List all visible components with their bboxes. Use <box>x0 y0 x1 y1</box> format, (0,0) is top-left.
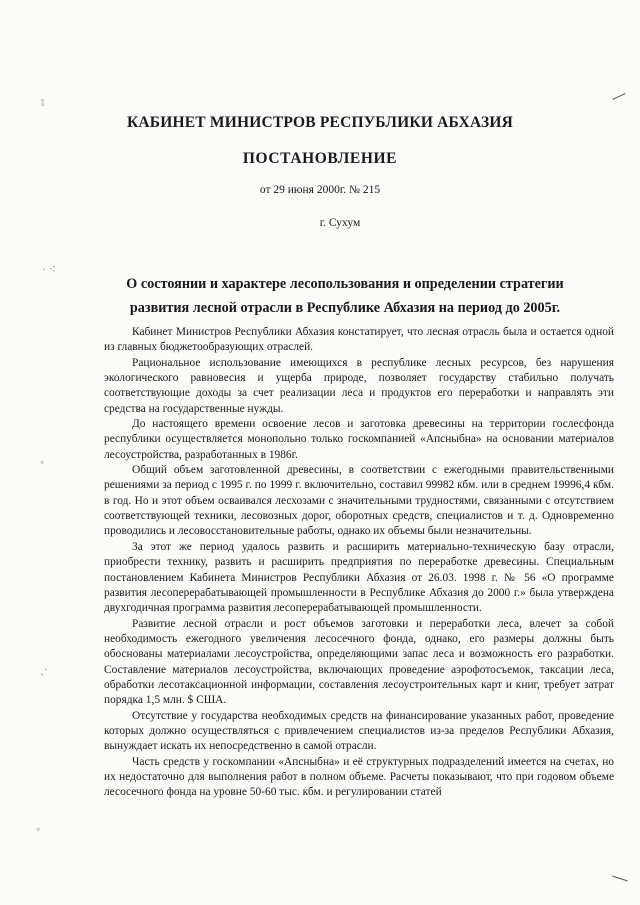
paragraph: Отсутствие у государства необходимых средств на финансирование указанных работ, проведение которых должно осуществляться с привлечением специалистов из-за пределов Республики Абхазия, вынуждает искать их непосредственно в самой отрасли. <box>104 709 614 753</box>
city-line: г. Сухум <box>319 217 361 229</box>
date-number-line: от 29 июня 2000г. № 215 <box>259 184 381 196</box>
punch-hole-mark: ◦ <box>40 455 45 469</box>
title-line: развития лесной отрасли в Республике Абхазия на период до 2005г. <box>129 300 561 316</box>
paragraph: Развитие лесной отрасли и рост объемов заготовки и переработки леса, влечет за собой необходимость ежегодного увеличения лесосечного фонда, однако, его размеры должны быть обоснованы материалами лесоустройства, определяющими запас леса и возможность его разработки. Составление материалов лесоустройства, включающих проведение аэрофотосъемок, таксации леса, обработки лесотаксационной информации, составления лесоустроительных карт и книг, требует затрат порядка 1,5 млн. $ США. <box>104 617 614 707</box>
paragraph: За этот же период удалось развить и расширить материально-техническую базу отрасли, приобрести технику, развить и расширить предприятия по переработке древесины. Специальным постановлением Кабинета Министров Республики Абхазия от 26.03. 1998 г. № 56 «О программе развития лесоперерабатывающей промышленности в Республике Абхазия до 2000 г.» была утверждена двухгодичная программа развития лесоперерабатывающей промышленности. <box>104 540 614 615</box>
title-line: О состоянии и характере лесопользования и определении стратегии <box>126 276 564 292</box>
paragraph: До настоящего времени освоение лесов и заготовка древесины на территории гослесфонда республики осуществляется монопольно только госкомпанией «Апсныбна» на основании материалов лесоустройства, разработанных в 1986г. <box>104 418 614 461</box>
paragraph: Кабинет Министров Республики Абхазия констатирует, что лесная отрасль была и остается одной из главных бюджетообразующих отраслей. <box>104 326 614 354</box>
paragraph: Общий объем заготовленной древесины, в соответствии с ежегодными правительственными решениями за период с 1995 г. по 1999 г. включительно, составил 99982 кбм. или в среднем 19996,4 кбм. в год. Но и этот объем осваивался лесхозами с значительными трудностями, связанными с отсутствием соответствующей техники, лесовозных дорог, оборотных средств, специалистов и т. д. Одновременно проводились и лесовосстановительные работы, однако их объемы были незначительны. <box>104 464 614 538</box>
scan-edge-mark <box>612 93 625 100</box>
punch-hole-mark: ◦ <box>36 822 41 836</box>
document-body <box>104 325 614 801</box>
scan-edge-mark <box>612 876 628 882</box>
paragraph: Рациональное использование имеющихся в республике лесных ресурсов, без нарушения экологического равновесия и ущерба природе, позволяет государству стабильно получать соответствующие доходы за счет реализации леса и продуктов его переработки и направлять эти средства на государственные нужды. <box>104 356 614 415</box>
punch-hole-mark: ◦◦ <box>35 98 50 107</box>
organization-heading: КАБИНЕТ МИНИСТРОВ РЕСПУБЛИКИ АБХАЗИЯ <box>126 114 514 131</box>
document-title <box>110 272 580 320</box>
document-type-heading: ПОСТАНОВЛЕНИЕ <box>242 150 398 167</box>
punch-hole-mark: · ⁖ <box>42 262 57 276</box>
paragraph: Часть средств у госкомпании «Апсныбна» и её структурных подразделений имеется на счетах, но их недостаточно для выполнения работ в полном объеме. Расчеты показывают, что при годовом объеме лесосечного фонда на уровне 50-60 тыс. кбм. и регулировании статей <box>104 755 614 799</box>
punch-hole-mark: ˎ· <box>40 662 48 676</box>
